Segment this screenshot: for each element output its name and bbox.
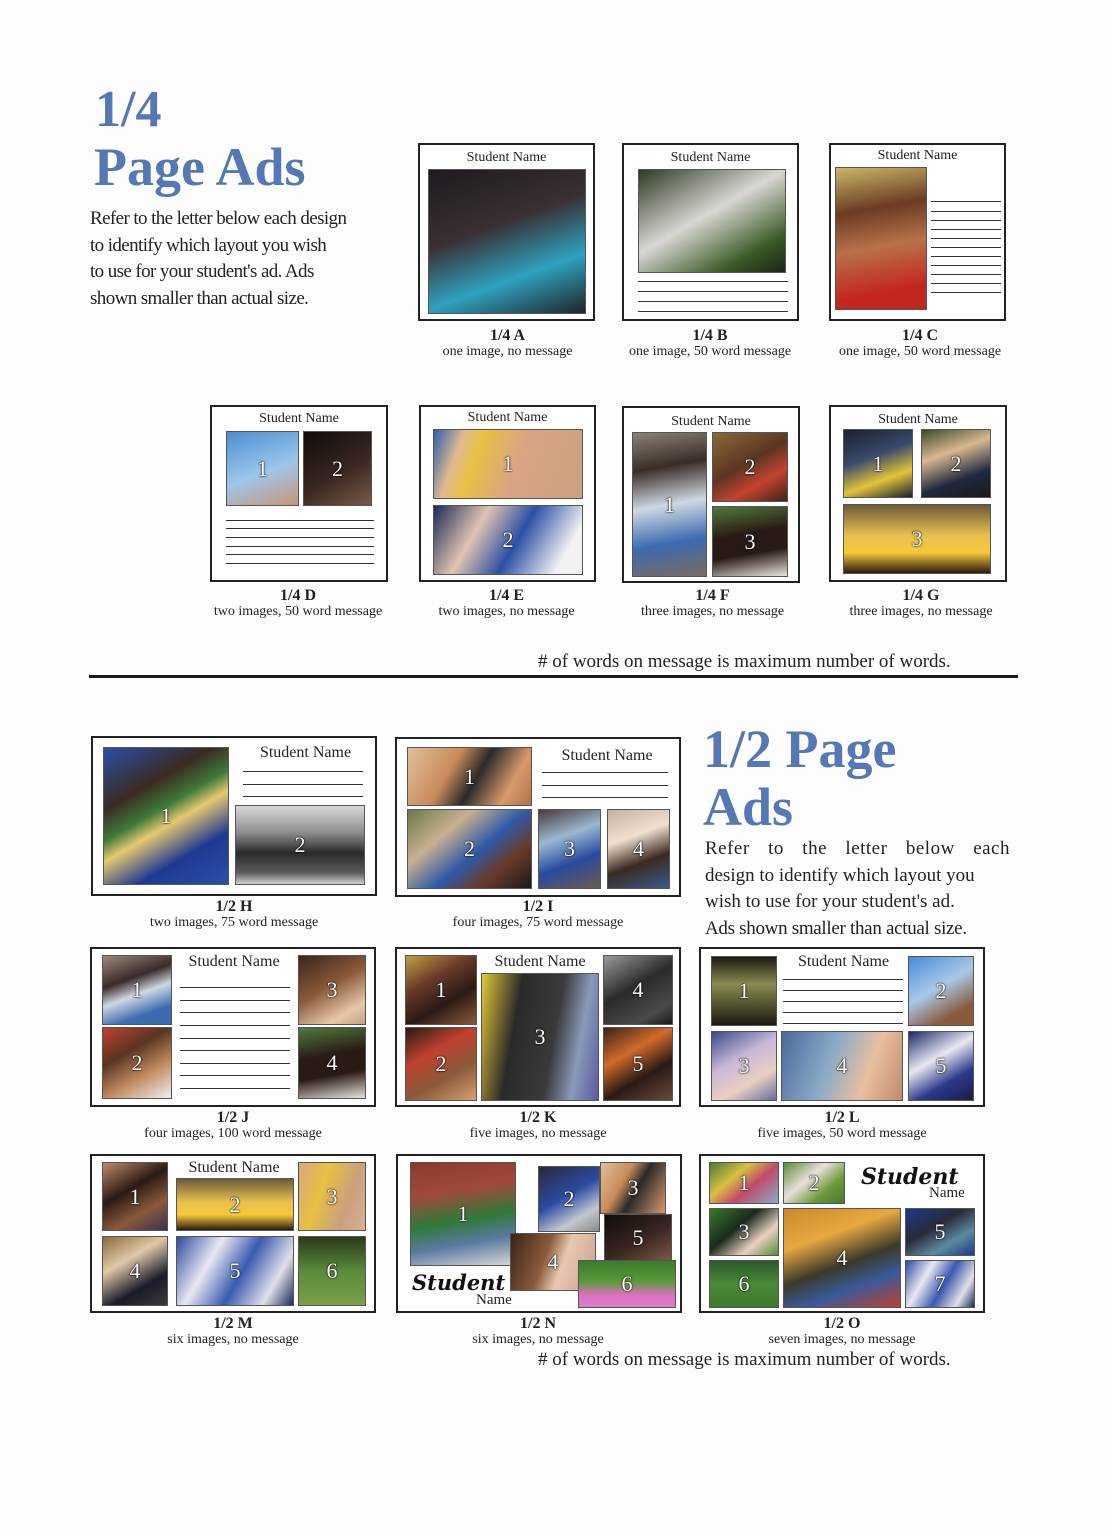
photo-placeholder bbox=[405, 1027, 477, 1101]
photo-number: 2 bbox=[294, 832, 306, 857]
photo-number: 3 bbox=[564, 836, 575, 861]
half-footnote: # of words on message is maximum number of words. bbox=[538, 1349, 951, 1370]
quarter-intro-line: to use for your student's ad. Ads bbox=[90, 261, 314, 282]
message-line bbox=[226, 554, 374, 555]
photo-placeholder bbox=[908, 1031, 974, 1101]
message-line bbox=[542, 797, 668, 798]
photo-number: 2 bbox=[332, 455, 343, 481]
photo-number: 6 bbox=[738, 1271, 750, 1296]
ad-caption-half-h bbox=[110, 899, 358, 931]
photo-number: 2 bbox=[744, 454, 756, 479]
ad-caption-half-m bbox=[105, 1316, 361, 1348]
photo-placeholder bbox=[235, 805, 365, 885]
student-name-label: Student Name bbox=[878, 412, 958, 427]
photo-placeholder bbox=[428, 169, 586, 314]
photo-number: 3 bbox=[911, 526, 923, 551]
message-line bbox=[931, 292, 1001, 293]
ad-code: 1/4 G bbox=[902, 587, 940, 604]
ad-layout-half-h[interactable] bbox=[91, 736, 377, 896]
message-line bbox=[226, 528, 374, 529]
ad-caption-quarter-c bbox=[830, 328, 1010, 360]
ad-caption-half-o bbox=[714, 1316, 970, 1348]
photo-placeholder bbox=[298, 1027, 366, 1099]
photo-placeholder bbox=[711, 956, 777, 1026]
message-line bbox=[243, 784, 363, 785]
photo-number: 2 bbox=[563, 1186, 575, 1211]
photo-number: 4 bbox=[547, 1249, 559, 1274]
ad-caption-quarter-f bbox=[620, 588, 805, 620]
message-line bbox=[931, 283, 1001, 284]
ad-layout-quarter-d[interactable] bbox=[210, 405, 388, 582]
message-line bbox=[180, 1088, 290, 1089]
photo-number: 4 bbox=[836, 1245, 848, 1270]
student-name-label: Student Name bbox=[188, 953, 280, 970]
ad-code: 1/2 L bbox=[824, 1109, 860, 1126]
photo-placeholder bbox=[709, 1208, 779, 1256]
photo-placeholder bbox=[407, 747, 532, 806]
photo-placeholder bbox=[783, 1162, 845, 1204]
message-line bbox=[931, 211, 1001, 212]
ad-layout-quarter-b[interactable] bbox=[622, 143, 799, 321]
ad-caption-half-l bbox=[714, 1110, 970, 1142]
message-line bbox=[180, 1063, 290, 1064]
ad-description: two images, 75 word message bbox=[149, 915, 319, 930]
message-line bbox=[180, 987, 290, 988]
quarter-intro-line: shown smaller than actual size. bbox=[90, 287, 309, 309]
message-line bbox=[638, 281, 788, 282]
ad-code: 1/2 M bbox=[213, 1315, 253, 1332]
photo-placeholder bbox=[226, 431, 299, 506]
ad-layout-half-k[interactable] bbox=[395, 947, 681, 1107]
ad-description: one image, no message bbox=[442, 344, 573, 359]
message-line bbox=[931, 265, 1001, 266]
student-name-plain: Name bbox=[476, 1292, 512, 1308]
photo-number: 5 bbox=[935, 1053, 947, 1078]
photo-placeholder bbox=[102, 955, 172, 1025]
photo-number: 5 bbox=[934, 1219, 946, 1244]
message-line bbox=[783, 1023, 903, 1024]
student-name-label: Student Name bbox=[671, 414, 751, 429]
ad-layout-quarter-e[interactable] bbox=[419, 405, 596, 582]
ad-description: two images, 50 word message bbox=[213, 604, 383, 619]
ad-layout-half-m[interactable] bbox=[90, 1154, 376, 1313]
photo-placeholder bbox=[905, 1260, 975, 1308]
student-name-script: Student bbox=[861, 1164, 959, 1190]
photo-placeholder bbox=[298, 1162, 366, 1231]
photo-number: 1 bbox=[464, 763, 475, 789]
photo-number: 1 bbox=[738, 1170, 750, 1195]
photo-number: 3 bbox=[326, 977, 338, 1002]
ad-description: four images, 100 word message bbox=[144, 1126, 322, 1141]
photo-placeholder bbox=[298, 955, 366, 1025]
message-line bbox=[638, 291, 788, 292]
ad-description: three images, no message bbox=[849, 604, 993, 619]
ad-description: seven images, no message bbox=[768, 1332, 916, 1347]
message-line bbox=[931, 220, 1001, 221]
ad-code: 1/4 E bbox=[488, 587, 525, 604]
photo-number: 4 bbox=[632, 977, 644, 1002]
photo-placeholder bbox=[538, 1166, 600, 1232]
ad-description: four images, 75 word message bbox=[452, 915, 624, 930]
photo-number: 2 bbox=[935, 978, 947, 1003]
message-line bbox=[180, 1000, 290, 1001]
ad-caption-quarter-a bbox=[410, 328, 605, 360]
ad-layout-half-l[interactable] bbox=[699, 947, 985, 1107]
photo-placeholder bbox=[176, 1236, 294, 1306]
photo-placeholder bbox=[578, 1260, 676, 1308]
message-line bbox=[783, 990, 903, 991]
photo-number: 5 bbox=[632, 1225, 644, 1250]
photo-number: 4 bbox=[129, 1258, 141, 1283]
ad-layout-half-n[interactable] bbox=[396, 1154, 682, 1313]
student-name-label: Student Name bbox=[670, 150, 751, 165]
photo-number: 1 bbox=[257, 455, 268, 481]
ad-description: one image, 50 word message bbox=[628, 344, 792, 359]
message-line bbox=[783, 1001, 903, 1002]
message-line bbox=[783, 1012, 903, 1013]
student-name-label: Student Name bbox=[466, 150, 547, 165]
ad-code: 1/4 A bbox=[489, 327, 526, 344]
section-divider bbox=[89, 675, 1018, 678]
photo-number: 2 bbox=[435, 1051, 447, 1076]
ad-layout-quarter-c[interactable] bbox=[829, 143, 1006, 321]
photo-placeholder bbox=[632, 432, 707, 577]
half-intro-line: Refer to the letter below each bbox=[705, 838, 1010, 859]
photo-number: 2 bbox=[229, 1191, 241, 1217]
message-line bbox=[931, 201, 1001, 202]
quarter-title-fraction: 1/4 bbox=[95, 81, 162, 138]
half-title-line1: 1/2 Page bbox=[703, 719, 897, 779]
message-line bbox=[180, 1038, 290, 1039]
ad-layout-quarter-a[interactable] bbox=[418, 143, 595, 321]
photo-placeholder bbox=[905, 1208, 975, 1256]
message-line bbox=[931, 256, 1001, 257]
ad-caption-half-n bbox=[410, 1316, 666, 1348]
message-line bbox=[931, 247, 1001, 248]
ad-description: six images, no message bbox=[167, 1332, 299, 1347]
photo-placeholder bbox=[921, 429, 991, 498]
ad-code: 1/2 J bbox=[216, 1109, 250, 1126]
ad-description: three images, no message bbox=[640, 604, 785, 619]
photo-number: 4 bbox=[836, 1053, 848, 1078]
photo-number: 2 bbox=[131, 1050, 143, 1075]
photo-placeholder bbox=[711, 1031, 777, 1101]
message-line bbox=[931, 229, 1001, 230]
ad-description: six images, no message bbox=[472, 1332, 604, 1347]
ad-caption-quarter-e bbox=[414, 588, 599, 620]
photo-placeholder bbox=[538, 809, 601, 889]
ad-caption-half-i bbox=[410, 899, 666, 931]
photo-placeholder bbox=[303, 431, 372, 506]
photo-number: 6 bbox=[326, 1258, 338, 1283]
quarter-intro-line: to identify which layout you wish bbox=[90, 234, 327, 256]
student-name-label: Student Name bbox=[797, 953, 890, 970]
photo-placeholder bbox=[607, 809, 670, 889]
ad-code: 1/2 H bbox=[215, 898, 253, 915]
student-name-script: Student bbox=[412, 1270, 506, 1295]
half-title-line2: Ads bbox=[703, 777, 794, 837]
photo-placeholder bbox=[843, 429, 913, 498]
student-name-label: Student Name bbox=[259, 411, 339, 426]
photo-number: 1 bbox=[872, 450, 884, 476]
message-line bbox=[243, 771, 363, 772]
message-line bbox=[243, 796, 363, 797]
photo-number: 1 bbox=[664, 491, 675, 517]
photo-placeholder bbox=[407, 809, 532, 889]
message-line bbox=[180, 1012, 290, 1013]
photo-number: 1 bbox=[160, 803, 172, 828]
quarter-intro-line: Refer to the letter below each design bbox=[90, 208, 347, 229]
photo-placeholder bbox=[709, 1260, 779, 1308]
ad-caption-quarter-g bbox=[826, 588, 1016, 620]
photo-placeholder bbox=[712, 506, 788, 577]
photo-placeholder bbox=[835, 167, 927, 310]
photo-number: 1 bbox=[738, 978, 750, 1003]
ad-code: 1/4 D bbox=[280, 587, 316, 604]
photo-number: 1 bbox=[131, 977, 143, 1002]
photo-placeholder bbox=[433, 429, 583, 499]
ad-code: 1/2 K bbox=[519, 1109, 557, 1126]
photo-placeholder bbox=[843, 504, 991, 574]
photo-number: 3 bbox=[627, 1175, 639, 1200]
photo-number: 1 bbox=[502, 451, 514, 476]
photo-placeholder bbox=[781, 1031, 903, 1101]
photo-placeholder bbox=[481, 973, 599, 1101]
photo-placeholder bbox=[103, 747, 229, 885]
ad-layout-quarter-f[interactable] bbox=[622, 406, 800, 583]
half-intro-line: design to identify which layout you bbox=[705, 864, 975, 886]
ad-code: 1/2 O bbox=[823, 1315, 861, 1332]
student-name-label: Student Name bbox=[467, 410, 548, 425]
photo-placeholder bbox=[600, 1162, 666, 1214]
photo-number: 3 bbox=[738, 1219, 750, 1244]
photo-placeholder bbox=[176, 1178, 294, 1231]
ad-layout-quarter-g[interactable] bbox=[829, 405, 1007, 582]
photo-number: 6 bbox=[621, 1271, 633, 1296]
photo-number: 5 bbox=[632, 1051, 644, 1076]
photo-number: 3 bbox=[534, 1024, 546, 1049]
photo-placeholder bbox=[298, 1236, 366, 1306]
half-intro-line: wish to use for your student's ad. bbox=[705, 891, 955, 912]
photo-placeholder bbox=[908, 956, 974, 1026]
student-name-label: Student Name bbox=[188, 1159, 280, 1176]
photo-placeholder bbox=[712, 432, 788, 502]
student-name-plain: Name bbox=[929, 1185, 965, 1201]
message-line bbox=[542, 772, 668, 773]
photo-placeholder bbox=[603, 1027, 673, 1101]
ad-layout-half-j[interactable] bbox=[90, 947, 376, 1107]
message-line bbox=[931, 238, 1001, 239]
photo-number: 4 bbox=[326, 1050, 338, 1075]
photo-number: 3 bbox=[326, 1183, 338, 1209]
ad-caption-quarter-b bbox=[620, 328, 800, 360]
photo-number: 1 bbox=[457, 1201, 469, 1226]
message-line bbox=[226, 546, 374, 547]
photo-number: 1 bbox=[435, 977, 447, 1002]
photo-placeholder bbox=[410, 1162, 516, 1266]
photo-placeholder bbox=[102, 1236, 168, 1306]
half-intro bbox=[705, 836, 1010, 942]
message-line bbox=[180, 1050, 290, 1051]
photo-number: 2 bbox=[464, 836, 475, 861]
photo-placeholder bbox=[638, 169, 786, 273]
photo-number: 3 bbox=[744, 528, 756, 554]
photo-placeholder bbox=[433, 505, 583, 575]
photo-placeholder bbox=[603, 955, 673, 1025]
message-line bbox=[226, 537, 374, 538]
message-line bbox=[783, 979, 903, 980]
photo-placeholder bbox=[102, 1162, 168, 1231]
message-line bbox=[542, 785, 668, 786]
message-line bbox=[180, 1025, 290, 1026]
student-name-label: Student Name bbox=[494, 953, 586, 970]
message-line bbox=[638, 301, 788, 302]
photo-placeholder bbox=[102, 1027, 172, 1099]
ad-description: two images, no message bbox=[438, 604, 575, 619]
photo-number: 3 bbox=[738, 1053, 750, 1078]
message-line bbox=[638, 311, 788, 312]
photo-number: 2 bbox=[950, 450, 962, 476]
ad-layout-half-i[interactable] bbox=[395, 737, 681, 897]
quarter-title-text: Page Ads bbox=[94, 137, 306, 197]
ad-caption-half-k bbox=[410, 1110, 666, 1142]
message-line bbox=[226, 563, 374, 564]
ad-caption-quarter-d bbox=[208, 588, 388, 620]
photo-placeholder bbox=[709, 1162, 779, 1204]
photo-number: 7 bbox=[934, 1271, 946, 1296]
student-name-label: Student Name bbox=[877, 148, 958, 163]
ad-layout-half-o[interactable] bbox=[699, 1154, 985, 1313]
message-line bbox=[226, 520, 374, 521]
quarter-intro bbox=[90, 206, 390, 312]
ad-description: five images, 50 word message bbox=[757, 1126, 927, 1141]
photo-number: 4 bbox=[633, 836, 644, 861]
message-line bbox=[180, 1075, 290, 1076]
photo-number: 2 bbox=[808, 1170, 820, 1195]
message-line bbox=[931, 274, 1001, 275]
ad-description: five images, no message bbox=[469, 1126, 607, 1141]
ad-caption-half-j bbox=[105, 1110, 361, 1142]
photo-number: 5 bbox=[229, 1258, 241, 1283]
ad-code: 1/2 N bbox=[520, 1315, 556, 1332]
ad-code: 1/4 B bbox=[692, 327, 728, 344]
photo-number: 1 bbox=[129, 1183, 141, 1209]
ad-code: 1/2 I bbox=[522, 898, 554, 915]
student-name-label: Student Name bbox=[561, 747, 653, 764]
photo-placeholder bbox=[783, 1208, 901, 1308]
half-intro-line: Ads shown smaller than actual size. bbox=[705, 917, 967, 939]
quarter-footnote: # of words on message is maximum number of words. bbox=[538, 651, 951, 672]
ad-code: 1/4 C bbox=[902, 327, 938, 344]
photo-number: 2 bbox=[502, 527, 514, 552]
ad-description: one image, 50 word message bbox=[838, 344, 1002, 359]
student-name-label: Student Name bbox=[259, 744, 352, 761]
photo-placeholder bbox=[604, 1214, 672, 1262]
photo-placeholder bbox=[405, 955, 477, 1025]
ad-code: 1/4 F bbox=[695, 587, 730, 604]
